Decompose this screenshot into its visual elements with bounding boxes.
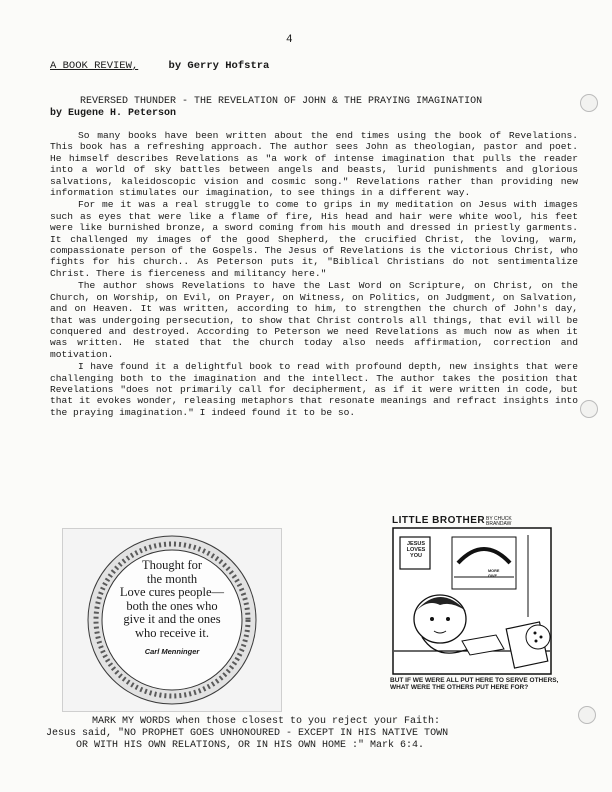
thought-line: Thought for (141, 558, 203, 572)
sign-jesus-loves-you: JESUS LOVES YOU (406, 541, 426, 559)
thought-attribution: Carl Menninger (144, 647, 200, 656)
binder-hole-top (580, 94, 598, 112)
page-number: 4 (286, 34, 293, 46)
paragraph: The author shows Revelations to have the Last Word on Scripture, on Christ, on the Church, on Worship, on Evil, on Prayer, on Witness, on Politics, on Judgment, on Salvation, and on Heaven. It was written, according to him, to strengthen the church of John's day, that was undergoing persecution, to show that Christ controls all things, that evil will be conquered and destroyed. According to Peterson we need Revelations as much now as when it was written. He stated that the church today also needs affirmation, correction and motivation. (50, 280, 578, 360)
review-heading: A BOOK REVIEW, (50, 60, 139, 72)
binder-hole-middle (580, 400, 598, 418)
book-title: REVERSED THUNDER - THE REVELATION OF JOHN & THE PRAYING IMAGINATION (80, 96, 483, 107)
thought-line: both the ones who (126, 598, 218, 613)
book-author: by Eugene H. Peterson (50, 108, 177, 119)
paragraph: I have found it a delightful book to read with profound depth, new insights that were challenging both to the imagination and the intellect. The author takes the position that Revelations "does not primarily call for decipherment, as if it were written in code, but that it evokes wonder, releasing metaphors that resonate meanings and refract insights into the praying imagination." I indeed found it to be so. (50, 361, 578, 418)
footer-line: MARK MY WORDS when those closest to you reject your Faith: (92, 716, 441, 727)
footer-line: OR WITH HIS OWN RELATIONS, OR IN HIS OWN HOME :" Mark 6:4. (76, 740, 425, 751)
paragraph: So many books have been written about the end times using the book of Revelations. This book has a refreshing approach. The author sees John as theologian, pastor and poet. He himself describes Revelations as "a work of intense imagination that pulls the reader into a world of sky battles between angels and beasts, lurid punishments and glorious salvations, kaleidoscopic vision and cosmic song." Revelations rather than providing new information stimulates our imagination, to see things in a different way. (50, 130, 578, 199)
thought-line: who receive it. (135, 625, 209, 640)
review-header (50, 60, 269, 72)
thought-quote (107, 559, 237, 640)
article-title (50, 96, 570, 120)
footer-verse (40, 716, 560, 752)
comic-title: LITTLE BROTHER (392, 515, 486, 526)
paragraph: For me it was a real struggle to come to grips in my meditation on Jesus with images such as eyes that were like a flame of fire, His head and hair were white wool, his feet were like burnished bronze, a sword coming from his mouth and dressed in priestly garments. It challenged my images of the good Shepherd, the crucified Christ, the loving, warm, compassionate person of the Gospels. The Jesus of Revelations is the victorious Christ, who fights for his church.. As Peterson puts it, "Biblical Christians do not sentimentalize Christ. There is fierceness and militancy here." (50, 199, 578, 279)
thought-line: give it and the ones (123, 612, 221, 626)
sign-mission-poster: MORE GIVE (488, 569, 500, 578)
binder-hole-bottom (578, 706, 596, 724)
article-body (50, 130, 578, 419)
comic-credit: BY CHUCK BRANDAW (486, 516, 512, 527)
comic-strip (382, 515, 560, 705)
thought-line: Love cures people— (119, 585, 225, 599)
thought-line: the month (146, 571, 198, 586)
thought-for-month-box (62, 528, 282, 712)
review-author: by Gerry Hofstra (168, 60, 270, 72)
comic-caption: BUT IF WE WERE ALL PUT HERE TO SERVE OTHERS, WHAT WERE THE OTHERS PUT HERE FOR? (390, 677, 559, 691)
footer-line: Jesus said, "NO PROPHET GOES UNHONOURED - EXCEPT IN HIS NATIVE TOWN (46, 728, 449, 739)
